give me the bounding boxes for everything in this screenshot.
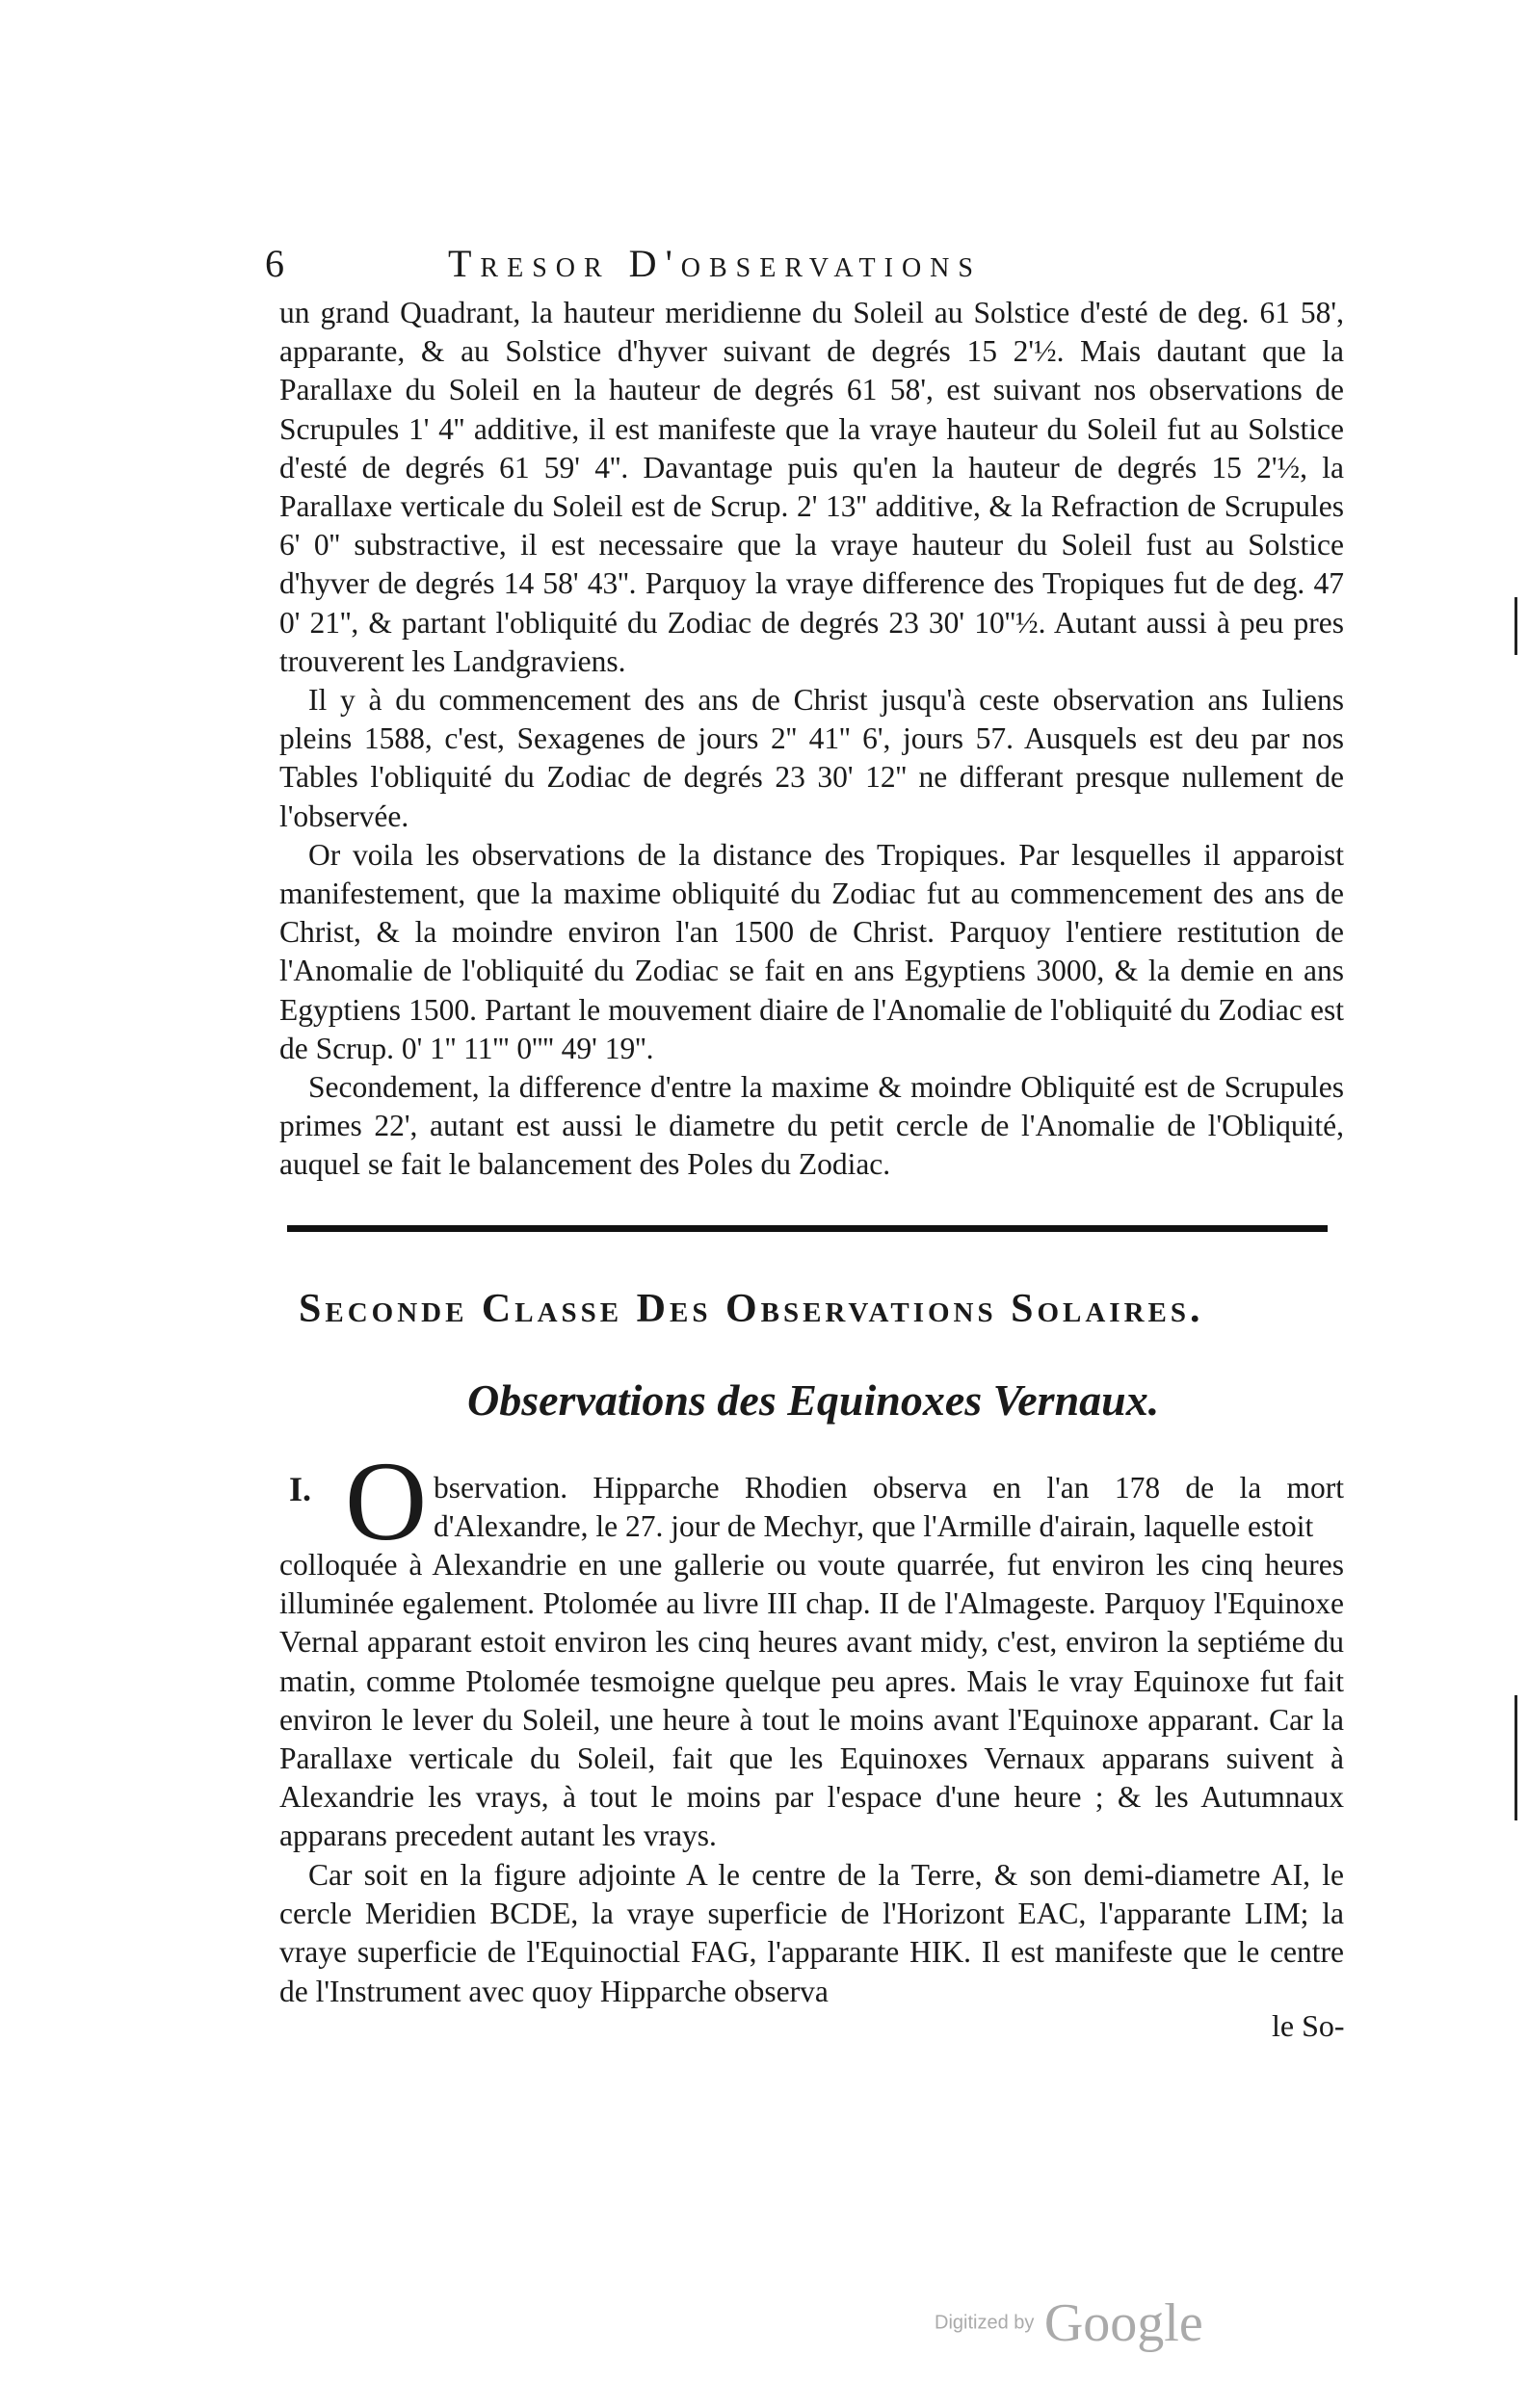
- paragraph: Il y à du commencement des ans de Christ jusqu'à ceste observation ans Iuliens pleins 1588, c'est, Sexagenes de jours 2'' 41'' 6', jours 57. Ausquels est deu par nos Tables l'obliquité du Zodiac de degrés 23 30' 12'' ne differant presque nullement de l'observée.: [279, 683, 1344, 833]
- observation-number: I.: [289, 1470, 312, 1508]
- margin-mark: [1515, 597, 1517, 655]
- text-block-figure: [279, 1856, 1344, 2011]
- paragraph: Secondement, la difference d'entre la maxime & moindre Obliquité est de Scrupules primes 22', autant est aussi le diametre du petit cercle de l'Anomalie de l'Obliquité, auquel se fait le balancement des Poles du Zodiac.: [279, 1070, 1344, 1182]
- subsection-title: Observations des Equinoxes Vernaux.: [467, 1375, 1160, 1425]
- drop-cap: O: [345, 1438, 428, 1564]
- observation-first-lines: [434, 1469, 1344, 1546]
- page-header: [265, 241, 1228, 299]
- digitized-watermark: [935, 2292, 1203, 2354]
- section-title: Seconde Classe Des Observations Solaires.: [299, 1287, 1204, 1331]
- margin-mark: [1515, 1695, 1517, 1820]
- running-head: Tresor D'observations: [448, 242, 982, 285]
- paragraph: Car soit en la figure adjointe A le centre de la Terre, & son demi-diametre AI, le cercle Meridien BCDE, la vraye superficie de l'Horizont EAC, l'apparante LIM; la vraye superficie de l'Equinoctial FAG, l'apparante HIK. Il est manifeste que le centre de l'Instrument avec quoy Hipparche observa: [279, 1858, 1344, 2008]
- paragraph: un grand Quadrant, la hauteur meridienne du Soleil au Solstice d'esté de deg. 61 58', apparante, & au Solstice d'hyver suivant de degrés 15 2'½. Mais dautant que la Parallaxe du Soleil en la hauteur de degrés 61 58', est suivant nos observations de Scrupules 1' 4'' additive, il est manifeste que la vraye hauteur du Soleil fut au Solstice d'esté de degrés 61 59' 4''. Davantage puis qu'en la hauteur de degrés 15 2'½, la Parallaxe verticale du Soleil est de Scrup. 2' 13'' additive, & la Refraction de Scrupules 6' 0'' substractive, il est necessaire que la vraye hauteur du Soleil fust au Solstice d'hyver de degrés 14 58' 43''. Parquoy la vraye difference des Tropiques fut de deg. 47 0' 21'', & partant l'obliquité du Zodiac de degrés 23 30' 10''½. Autant aussi à peu pres trouverent les Landgraviens.: [279, 296, 1344, 678]
- watermark-prefix: Digitized by: [935, 2312, 1035, 2334]
- paragraph: colloquée à Alexandrie en une gallerie ou voute quarrée, fut environ les cinq heures illuminée egalement. Ptolomée au livre III chap. II de l'Almageste. Parquoy l'Equinoxe Vernal apparant estoit environ les cinq heures avant midy, c'est, environ la septiéme du matin, comme Ptolomée tesmoigne quelque peu apres. Mais le vray Equinoxe fut fait environ le lever du Soleil, une heure à tout le moins avant l'Equinoxe apparant. Car la Parallaxe verticale du Soleil, fait que les Equinoxes Vernaux apparans suivent à Alexandrie les vrays, à tout le moins par l'espace d'une heure ; & les Autumnaux apparans precedent autant les vrays.: [279, 1548, 1344, 1853]
- text-block-first: [279, 294, 1344, 1185]
- paragraph: bservation. Hipparche Rhodien observa en l'an 178 de la mort d'Alexandre, le 27. jour de Mechyr, que l'Armille d'airain, laquelle estoit: [434, 1471, 1344, 1544]
- page-number: 6: [265, 242, 284, 285]
- catchword: le So-: [1272, 2008, 1345, 2043]
- section-divider: [287, 1225, 1328, 1232]
- google-logo: Google: [1043, 2293, 1203, 2353]
- paragraph: Or voila les observations de la distance des Tropiques. Par lesquelles il apparoist manifestement, que la maxime obliquité du Zodiac fut au commencement des ans de Christ, & la moindre environ l'an 1500 de Christ. Parquoy l'entiere restitution de l'Anomalie de l'obliquité du Zodiac se fait en ans Egyptiens 3000, & la demie en ans Egyptiens 1500. Partant le mouvement diaire de l'Anomalie de l'obliquité du Zodiac est de Scrup. 0' 1'' 11''' 0'''' 49' 19''.: [279, 837, 1344, 1065]
- observation-body: [279, 1546, 1344, 1856]
